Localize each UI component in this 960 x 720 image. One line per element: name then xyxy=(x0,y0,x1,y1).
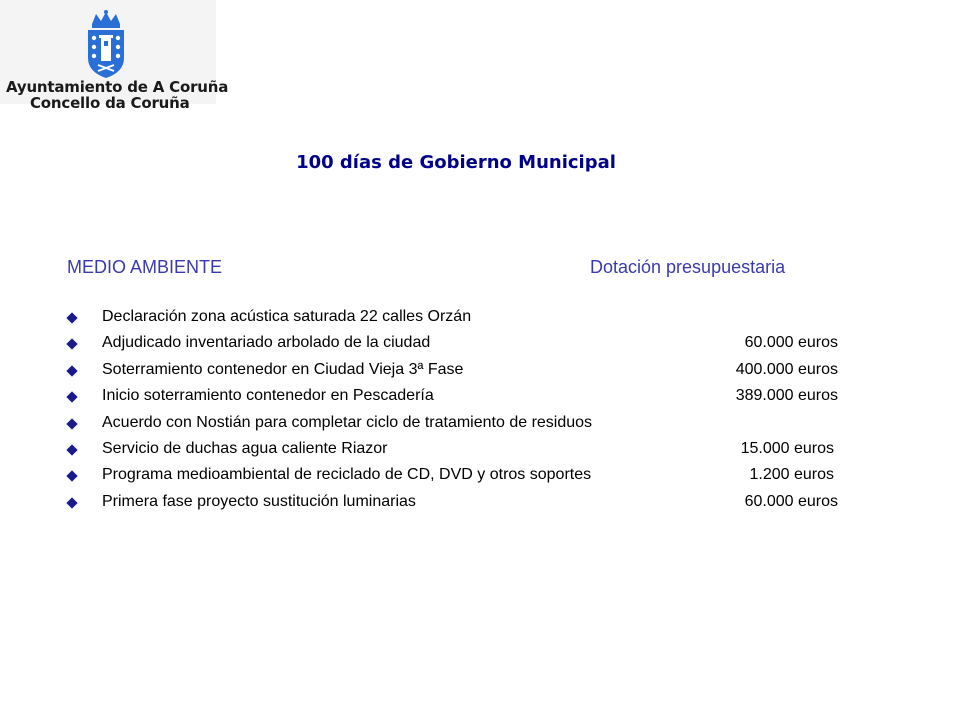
diamond-bullet-icon xyxy=(66,444,77,455)
diamond-bullet-icon xyxy=(66,418,77,429)
item-text: Inicio soterramiento contenedor en Pescadería xyxy=(102,387,434,405)
measures-list xyxy=(64,306,854,517)
list-item xyxy=(64,332,854,358)
diamond-bullet-icon xyxy=(66,339,77,350)
diamond-bullet-icon xyxy=(66,312,77,323)
item-text: Soterramiento contenedor en Ciudad Vieja 3ª Fase xyxy=(102,360,464,378)
item-amount: 1.200 euros xyxy=(749,466,834,484)
item-text: Adjudicado inventariado arbolado de la ciudad xyxy=(102,334,431,352)
list-item xyxy=(64,464,854,490)
diamond-bullet-icon xyxy=(66,365,77,376)
budget-column-heading: Dotación presupuestaria xyxy=(590,257,786,277)
item-text: Programa medioambiental de reciclado de CD, DVD y otros soportes xyxy=(102,466,592,484)
item-amount: 389.000 euros xyxy=(735,387,838,405)
diamond-bullet-icon xyxy=(66,471,77,482)
list-item xyxy=(64,306,854,332)
item-amount: 60.000 euros xyxy=(744,492,838,510)
logo-text-line1: Ayuntamiento de A Coruña xyxy=(6,78,229,96)
diamond-bullet-icon xyxy=(66,392,77,403)
item-text: Servicio de duchas agua caliente Riazor xyxy=(102,439,388,457)
item-text: Declaración zona acústica saturada 22 calles Orzán xyxy=(102,308,472,325)
diamond-bullet-icon xyxy=(66,497,77,508)
city-logo xyxy=(0,0,229,112)
list-item xyxy=(64,412,854,438)
logo-text-line2: Concello da Coruña xyxy=(30,94,190,112)
coat-of-arms-icon xyxy=(82,10,130,80)
item-amount: 60.000 euros xyxy=(744,334,838,352)
item-text: Primera fase proyecto sustitución luminarias xyxy=(102,492,416,510)
list-item xyxy=(64,359,854,385)
list-item xyxy=(64,438,854,464)
section-heading: MEDIO AMBIENTE xyxy=(67,257,223,277)
list-item xyxy=(64,385,854,411)
item-amount: 400.000 euros xyxy=(735,360,838,378)
item-amount: 15.000 euros xyxy=(740,439,834,457)
item-text: Acuerdo con Nostián para completar ciclo de tratamiento de residuos xyxy=(102,413,593,431)
page-title: 100 días de Gobierno Municipal xyxy=(296,152,616,173)
list-item xyxy=(64,491,854,517)
